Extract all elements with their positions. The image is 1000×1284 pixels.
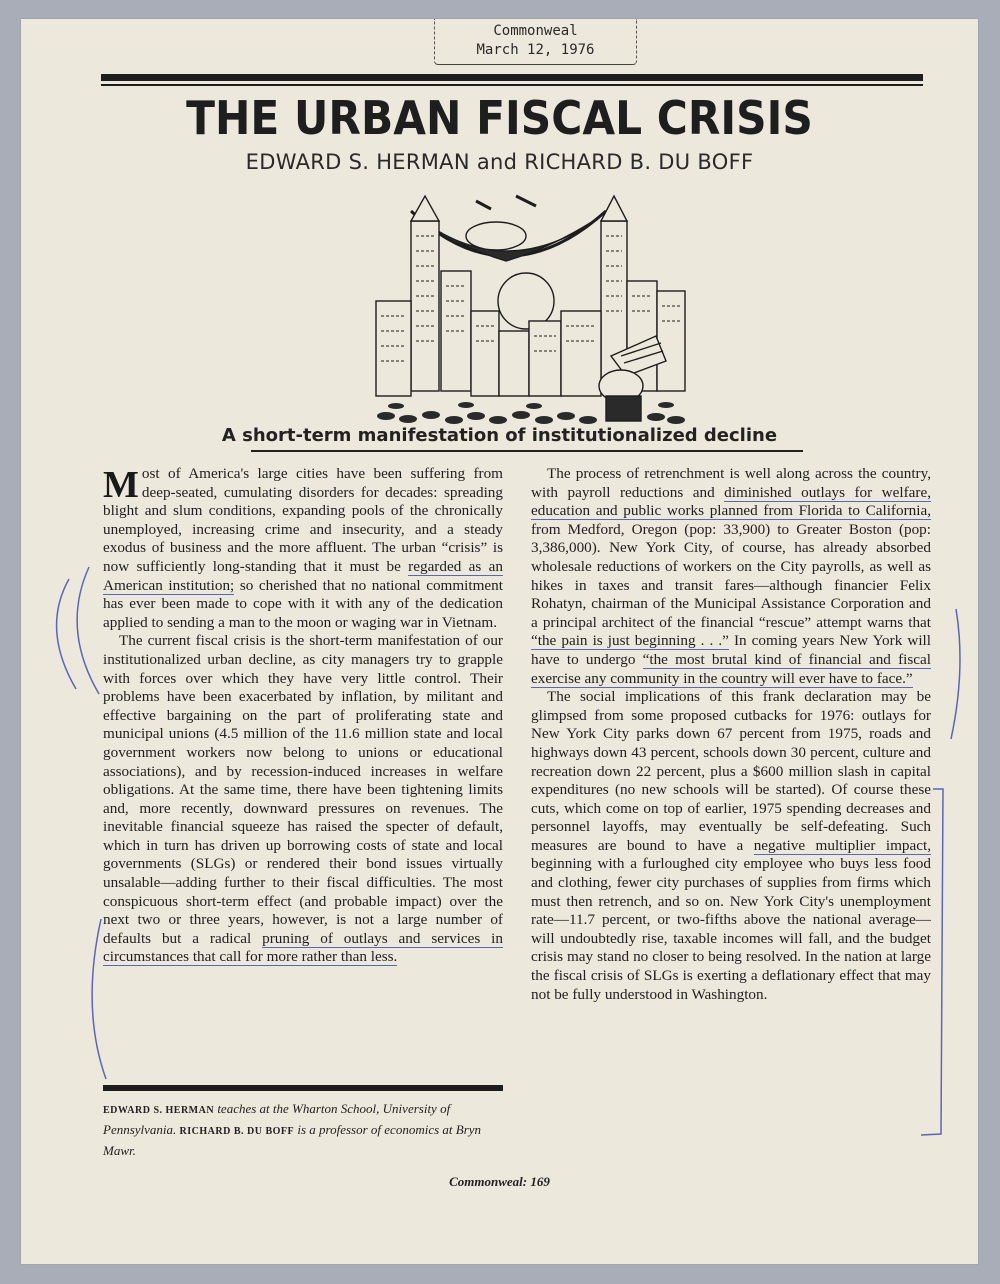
pen-underline: “the pain is just beginning . . .” <box>531 632 729 650</box>
stamp-publication: Commonweal <box>493 23 578 39</box>
right-column <box>531 465 931 1004</box>
paragraph: The social implications of this frank declaration may be glimpsed from some proposed cutbacks for 1976: outlays for New York City parks down 67 percent from 1975, roads and highways down 43 percent, schools down 30 percent, culture and recreation down 22 percent, plus a $600 million slash in capital expenditures (no new schools will be started). Of course these cuts, which come on top of earlier, 1975 spending decreases and personnel layoffs, may eventually be self-defeating. Such measures are bound to have a negative multiplier impact, beginning with a furloughed city employee who buys less food and clothing, fewer city purchases of supplies from firms which must then retrench, and so on. New York City's unemployment rate—11.7 percent, or two-fifths above the national average—will undoubtedly rise, taxable incomes will fall, and the budget crisis may stand no closer to being resolved. In the nation at large the fiscal crisis of SLGs is exerting a deflationary effect that may not be fully understood in Washington. <box>531 688 931 1003</box>
left-column <box>103 465 503 967</box>
page-footer: Commonweal: 169 <box>449 1174 550 1189</box>
author-bio: EDWARD S. HERMAN teaches at the Wharton School, University of Pennsylvania. RICHARD B. DU BOFF is a professor of economics at Bryn Mawr. <box>103 1101 482 1158</box>
city-skyline-illustration <box>356 191 701 431</box>
pen-underline: pruning of outlays and services in circumstances that call for more rather than less. <box>103 929 503 966</box>
stamp-date: March 12, 1976 <box>476 42 595 58</box>
subtitle-rule <box>251 450 803 452</box>
document-page <box>21 19 978 1264</box>
top-rule-thick <box>101 74 923 81</box>
paragraph: Most of America's large cities have been suffering from deep-seated, cumulating disorders for decades: spreading blight and slum conditions, expanding pools of the chronically unemployed, increasing crime and insecurity, and a steady exodus of business and the more affluent. The urban “crisis” is now sufficiently long-standing that it must be regarded as an American institution; so cherished that no national commitment has ever been made to cope with it with any of the dedication applied to sending a man to the moon or waging war in Vietnam. <box>103 464 503 631</box>
bio-rule <box>103 1085 503 1091</box>
paragraph: The process of retrenchment is well along across the country, with payroll reductions and diminished outlays for welfare, education and public works planned from Florida to California, from Medford, Oregon (pop: 33,900) to Greater Boston (pop: 3,386,000). New York City, of course, has already absorbed wholesale reductions of workers on the City payrolls, as well as hikes in taxes and transit fares—although financier Felix Rohatyn, chairman of the Municipal Assistance Corporation and a principal architect of the financial “rescue” attempt warns that “the pain is just beginning . . .” In coming years New York will have to undergo “the most brutal kind of financial and fiscal exercise any community in the country will ever have to face.” <box>531 465 931 687</box>
article-subtitle: A short-term manifestation of institutionalized decline <box>221 425 778 446</box>
pen-underline: “the most brutal kind of financial and fiscal exercise any community in the country will ever have to face.” <box>531 650 931 687</box>
article-title: THE URBAN FISCAL CRISIS <box>186 91 813 145</box>
source-stamp <box>434 19 637 65</box>
pen-underline: negative multiplier impact, <box>753 836 931 854</box>
top-rule-thin <box>101 84 923 86</box>
pen-underline: diminished outlays for welfare, education and public works planned from Florida to California, <box>531 483 931 520</box>
paragraph: The current fiscal crisis is the short-term manifestation of our institutionalized urban decline, as city managers try to grapple with forces over which they have very little control. Their problems have been exacerbated by inflation, by militant and effective bargaining on the part of proliferating state and municipal unions (4.5 million of the 11.6 million state and local government workers now belong to unions or educational associations), and by recession-induced increases in welfare obligations. At the same time, there have been tightening limits and, more recently, downward pressures on revenues. The inevitable financial squeeze has raised the specter of default, which in turn has driven up borrowing costs of state and local governments (SLGs) or rendered their bond issues virtually unsalable—adding further to their fiscal difficulties. The most conspicuous short-term effect (and probable impact) over the next two or three years, however, is not a large number of defaults but a radical pruning of outlays and services in circumstances that call for more rather than less. <box>103 632 503 966</box>
article-byline: EDWARD S. HERMAN and RICHARD B. DU BOFF <box>245 150 754 174</box>
pen-underline: regarded as an American institution; <box>103 557 503 594</box>
drop-cap: M <box>103 464 139 506</box>
